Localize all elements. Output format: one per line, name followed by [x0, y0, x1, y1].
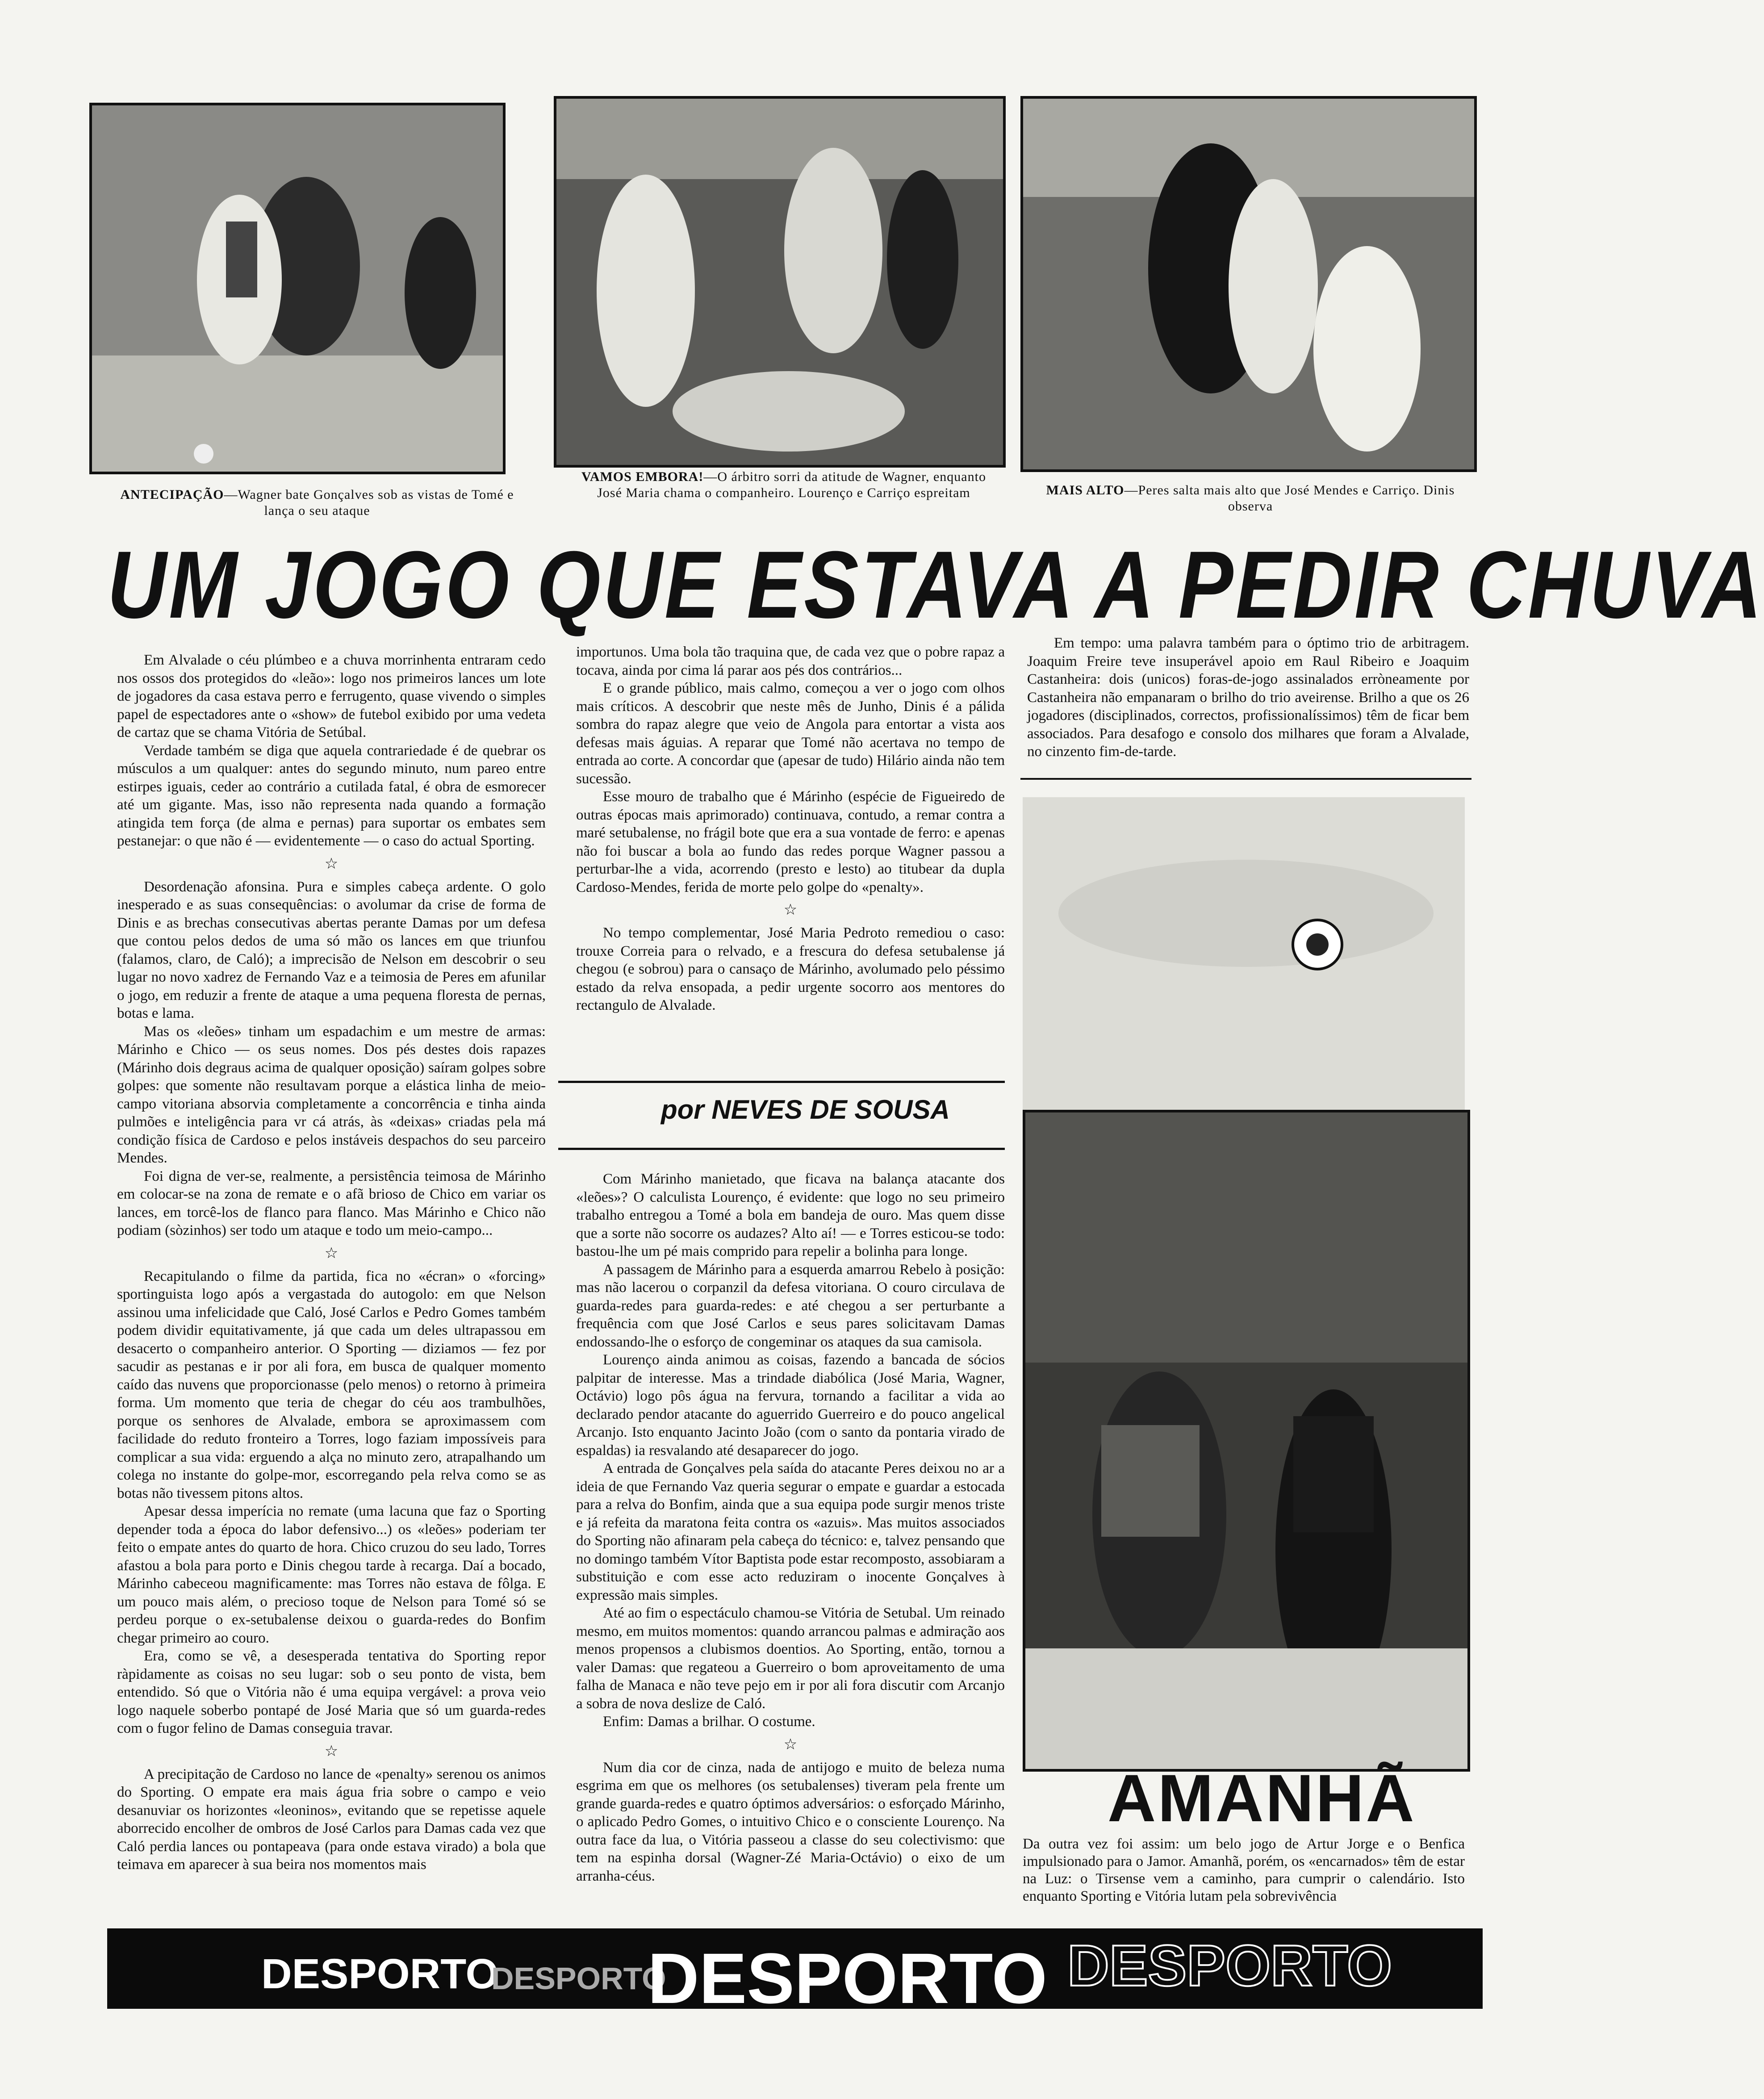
article-column-2	[576, 643, 1005, 1015]
article-column-1	[117, 651, 546, 1874]
caption-left	[116, 487, 518, 519]
col2-paragraph: importunos. Uma bola tão traquina que, de cada vez que o pobre rapaz a tocava, ainda por cima lá parar aos pés dos contrários...	[576, 644, 1005, 678]
col2-paragraph: Esse mouro de trabalho que é Márinho (espécie de Figueiredo de outras épocas mais aprimorado) continuava, contudo, a remar contra a maré setubalense, no frágil bote que era a sua vontade de ferro: e apenas não foi buscar a bola ao fundo das redes porque Wagner passou a perturbar-lhe a vida, acorrendo (presto e lesto) ao titubear da dupla Cardoso-Mendes, ferida de morte pelo golpe do «penalty».	[576, 789, 1005, 895]
col3-paragraph: Em tempo: uma palavra também para o óptimo trio de arbitragem. Joaquim Freire teve insuperável apoio em Raul Ribeiro e Joaquim Castanheira: dois (unicos) foras-de-jogo assinalados erròneamente por Castanheira não empanaram o brilho do trio aveirense. Brilho a que os 26 jogadores (disciplinados, correctos, profissionalíssimos) têm de ficar bem associados. Para desafogo e consolo dos milhares que foram a Alvalade, no cinzento fim-de-tarde.	[1027, 635, 1469, 760]
col2-paragraph: E o grande público, mais calmo, começou a ver o jogo com olhos mais críticos. A descobrir que neste mês de Junho, Dinis é a pálida sombra do rapaz alegre que veio de Angola para entortar a vista aos defesas mais águias. A reparar que Tomé não acertava no tempo de entrada ao corte. A concordar que (apesar de tudo) Hilário ainda não tem sucessão.	[576, 680, 1005, 787]
desporto-banner	[107, 1928, 1483, 2018]
star-separator-icon: ☆	[324, 1743, 339, 1760]
caption-right	[1045, 482, 1456, 514]
caption-left-lead: ANTECIPAÇÃO	[120, 487, 224, 502]
column3-rule	[1020, 778, 1471, 780]
col2-paragraph: A entrada de Gonçalves pela saída do atacante Peres deixou no ar a ideia de que Fernando Vaz queria segurar o empate e guardar a estocada para a relva do Bonfim, ainda que a sua equipa pode surgir menos triste e já refeita da maratona feita contra os «azuis». Mas muitos associados do Sporting não afinaram pela cabeça do técnico: e, talvez pensando que no domingo também Vítor Baptista pode estar recomposto, assobiaram a substituição e com esse acto reduziram o inocente Gonçalves à expressão mais simples.	[576, 1460, 1005, 1603]
col2-paragraph: A passagem de Márinho para a esquerda amarrou Rebelo à posição: mas não lacerou o corpanzil da defesa vitoriana. O couro circulava de guarda-redes para guarda-redes: e até chegou a ser perturbante a frequência com que José Carlos e seus pares solicitavam Damas endossando-lhe o esforço de congeminar os ataques da sua camisola.	[576, 1261, 1005, 1350]
col1-paragraph: Era, como se vê, a desesperada tentativa do Sporting repor ràpidamente as coisas no seu lugar: sob o seu ponto de vista, bem entendido. Só que o Vitória não é uma equipa vergável: a prova veio logo naquele soberbo pontapé de José Maria que só um guarda-redes com o fugor felino de Damas conseguia travar.	[117, 1648, 546, 1736]
col1-paragraph: A precipitação de Cardoso no lance de «penalty» serenou os animos do Sporting. O empate era mais água fria sobre o campo e veio desanuviar os horizontes «leoninos», evitando que se repetisse aquele aborrecido encolher de ombros de José Carlos para Damas cada vez que Caló perdia lances ou pontapeava (para onde estava virado) a bola que teimava em aparecer à sua beira nos momentos mais	[117, 1766, 546, 1873]
caption-center	[576, 469, 991, 501]
star-separator-icon: ☆	[324, 1245, 339, 1262]
caption-center-text: —O árbitro sorri da atitude de Wagner, enquanto José Maria chama o companheiro. Lourenço e Carriço espreitam	[597, 469, 986, 500]
photo-match-action	[1023, 1110, 1470, 1772]
photo-header-ball	[1023, 797, 1465, 1110]
col2-paragraph: No tempo complementar, José Maria Pedroto remediou o caso: trouxe Correia para o relvado, e a frescura do defesa setubalense já chegou (e sobrou) para o cansaço de Márinho, avolumado pelo péssimo estado da relva ensopada, a pedir urgente socorro aos mentores do rectangulo de Alvalade.	[576, 925, 1005, 1013]
photo-anticipation	[89, 103, 506, 474]
star-separator-icon: ☆	[783, 1736, 798, 1753]
caption-right-lead: MAIS ALTO	[1046, 483, 1124, 498]
star-separator-icon: ☆	[324, 855, 339, 872]
star-separator-icon: ☆	[783, 902, 798, 918]
col1-paragraph: Desordenação afonsina. Pura e simples cabeça ardente. O golo inesperado e as suas consequências: o avolumar da crise de forma de Dinis e as brechas consecutivas abertas perante Damas por um defesa que contou pelos dedos de uma só mão os lances em que triunfou (falamos, claro, de Caló); a imprecisão de Nelson em descobrir o seu lugar no novo xadrez de Fernando Vaz e a teimosia de Peres em afunilar o jogo, em reduzir a frente de ataque a uma pequena floresta de pernas, botas e lama.	[117, 878, 546, 1021]
col1-paragraph: Foi digna de ver-se, realmente, a persistência teimosa de Márinho em colocar-se na zona de remate e o afã brioso de Chico em variar os lances, em torcê-los de flanco para flanco. Mas Márinho e Chico não podiam (sòzinhos) ser todo um ataque e todo um meio-campo...	[117, 1168, 546, 1238]
col2-paragraph: Enfim: Damas a brilhar. O costume.	[603, 1714, 815, 1730]
amanha-title: AMANHÃ	[1108, 1760, 1416, 1836]
banner-word-1: DESPORTO	[261, 1950, 499, 1998]
banner-word-4: DESPORTO	[1067, 1933, 1392, 1998]
amanha-text: Da outra vez foi assim: um belo jogo de Artur Jorge e o Benfica impulsionado para o Jamor. Amanhã, porém, os «encarnados» têm de estar na Luz: o Tirsense vem a caminho, para cumprir o calendário. Isto enquanto Sporting e Vitória lutam pela sobrevivência	[1023, 1836, 1465, 1904]
col2-paragraph: Com Márinho manietado, que ficava na balança atacante dos «leões»? O calculista Lourenço, é evidente: que logo no seu primeiro trabalho entregou a Tomé a bola em bandeja de ouro. Mas quem disse que a sorte não socorre os audazes? Alto aí! — e Torres esticou-se todo: bastou-lhe um pé mais comprido para repelir a bolinha para longe.	[576, 1171, 1005, 1259]
col1-paragraph: Verdade também se diga que aquela contrariedade é de quebrar os músculos a um qualquer: antes do segundo minuto, num pareo entre estirpes iguais, ceder ao contrário a cutilada fatal, é obra de esmorecer até um gigante. Mas, isso não representa nada quando a formação atingida tem força (de alma e pernas) para suportar os embates sem pestanejar: o que não é — evidentemente — o caso do actual Sporting.	[117, 742, 546, 849]
banner-word-3: DESPORTO	[648, 1938, 1047, 2018]
photo-vamos-embora	[554, 96, 1006, 468]
col1-paragraph: Recapitulando o filme da partida, fica no «écran» o «forcing» sportinguista logo após a vergastada do autogolo: em que Nelson assinou uma infelicidade que Caló, José Carlos e Pedro Gomes também podem dividir equitativamente, já que cada um deles ultrapassou em desacerto o companheiro anterior. O Sporting — diziamos — fez por sacudir as pestanas e ir por ali fora, em busca de qualquer momento caído das nuvens que proporcionasse (pelo menos) o retorno à primeira forma. Um momento que teria de chegar do céu aos trambulhões, porque os senhores de Alvalade, embora se aproximassem com facilidade do reduto fronteiro a Torres, logo faziam impossíveis para complicar a sua vida: erguendo a alça no minuto zero, atrapalhando um colega no instante do golpe-mor, escorregando pela relva como se as botas não tivessem pitons altos.	[117, 1268, 546, 1501]
col2-paragraph: Até ao fim o espectáculo chamou-se Vitória de Setubal. Um reinado mesmo, em muitos momentos: quando arrancou palmas e admiração aos menos propensos a clubismos doentios. Ao Sporting, então, tornou a valer Damas: que regateou a Guerreiro o bom aproveitamento de uma falha de Manaca e não teve pejo em ir por ali fora discutir com Arcanjo a sobra de nova deslize de Caló.	[576, 1605, 1005, 1712]
article-column-2b	[576, 1170, 1005, 1885]
byline-rule-bottom	[558, 1148, 1005, 1150]
byline-rule-top	[558, 1081, 1005, 1083]
byline: por NEVES DE SOUSA	[661, 1095, 950, 1125]
col1-paragraph: Apesar dessa imperícia no remate (uma lacuna que faz o Sporting depender toda a época do labor defensivo...) os «leões» poderiam ter feito o empate antes do quarto de hora. Chico cruzou do seu lado, Torres afastou a bola para porto e Dinis chegou tarde à recarga. Daí a bocado, Márinho cabeceou magnificamente: mas Torres não estava de fôlga. E um pouco mais além, o precioso toque de Nelson para Tomé só se perdeu porque o ex-setubalense deixou o guarda-redes do Bonfim chegar primeiro ao couro.	[117, 1503, 546, 1646]
col2-paragraph: Num dia cor de cinza, nada de antijogo e muito de beleza numa esgrima em que os melhores (os setubalenses) tiveram pela frente um grande guarda-redes e quatro óptimos adversários: o esforçado Márinho, o aplicado Pedro Gomes, o intuitivo Chico e o consciente Lourenço. Na outra face da lua, o Vitória passeou a classe do seu colectivismo: que tem na espinha dorsal (Wagner-Zé Maria-Octávio) o eixo de um arranha-céus.	[576, 1759, 1005, 1884]
article-column-3	[1027, 634, 1469, 761]
headline: UM JOGO QUE ESTAVA A PEDIR CHUVA	[107, 531, 1764, 638]
banner-word-2: DESPORTO	[491, 1961, 666, 1996]
col1-paragraph: Em Alvalade o céu plúmbeo e a chuva morrinhenta entraram cedo nos ossos dos protegidos do «leão»: logo nos primeiros lances um lote de jogadores da casa estava perro e ferrugento, quase vivendo o simples papel de espectadores ante o «show» de futebol exibido por uma vedeta de cartaz que se chama Vitória de Setúbal.	[117, 652, 546, 740]
photo-mais-alto	[1020, 96, 1477, 472]
caption-left-text: —Wagner bate Gonçalves sob as vistas de Tomé e lança o seu ataque	[224, 487, 514, 518]
caption-center-lead: VAMOS EMBORA!	[581, 469, 704, 484]
col2-paragraph: Lourenço ainda animou as coisas, fazendo a bancada de sócios palpitar de interesse. Mas a trindade diabólica (José Maria, Wagner, Octávio) logo pôs água na fervura, tornando a facilitar a vida ao declarado pendor atacante do aguerrido Guerreiro e do pouco angelical Arcanjo. Isto enquanto Jacinto João (com o santo da pontaria virado de espaldas) ia resvalando até desaparecer do jogo.	[576, 1352, 1005, 1459]
col1-paragraph: Mas os «leões» tinham um espadachim e um mestre de armas: Márinho e Chico — os seus nomes. Dos pés destes dois rapazes (Márinho dois degraus acima de qualquer oposição) saíram golpes sobre golpes: que somente não resultavam porque a elástica linha de meio-campo vitoriana absorvia completamente a concorrência e tinha ainda pulmões e inteligência para vr cá atrás, às «deixas» criadas pela má condição física de Cardoso e pelos instáveis despachos do seu parceiro Mendes.	[117, 1023, 546, 1166]
caption-right-text: —Peres salta mais alto que José Mendes e Carriço. Dinis observa	[1124, 483, 1455, 514]
